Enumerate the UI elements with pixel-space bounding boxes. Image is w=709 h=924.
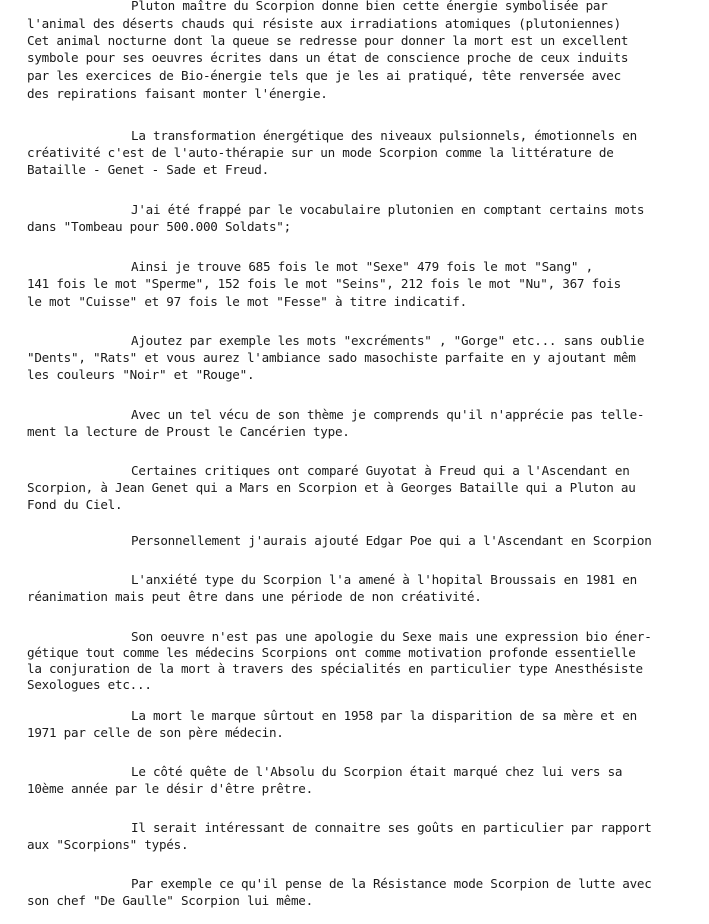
- text-line: Bataille - Genet - Sade et Freud.: [27, 162, 269, 177]
- text-line: aux "Scorpions" typés.: [27, 837, 189, 852]
- text-line: par les exercices de Bio-énergie tels que je les ai pratiqué, tête renversée avec: [27, 68, 621, 83]
- text-line: J'ai été frappé par le vocabulaire plutonien en comptant certains mots: [131, 202, 645, 217]
- text-line: réanimation mais peut être dans une période de non créativité.: [27, 589, 482, 604]
- text-line: Certaines critiques ont comparé Guyotat à Freud qui a l'Ascendant en: [131, 463, 630, 478]
- text-line: La mort le marque sûrtout en 1958 par la disparition de sa mère et en: [131, 708, 637, 723]
- text-line: symbole pour ses oeuvres écrites dans un état de conscience proche de ceux induits: [27, 50, 629, 65]
- text-line: Son oeuvre n'est pas une apologie du Sexe mais une expression bio éner-: [131, 629, 652, 644]
- text-line: Scorpion, à Jean Genet qui a Mars en Scorpion et à Georges Bataille qui a Pluton au: [27, 480, 636, 495]
- text-line: dans "Tombeau pour 500.000 Soldats";: [27, 219, 291, 234]
- text-line: "Dents", "Rats" et vous aurez l'ambiance sado masochiste parfaite en y ajoutant mêm: [27, 350, 636, 365]
- text-line: son chef "De Gaulle" Scorpion lui même.: [27, 893, 313, 908]
- text-line: Avec un tel vécu de son thème je comprends qu'il n'apprécie pas telle-: [131, 407, 645, 422]
- text-line: 10ème année par le désir d'être prêtre.: [27, 781, 313, 796]
- text-line: La transformation énergétique des niveaux pulsionnels, émotionnels en: [131, 128, 637, 143]
- text-line: ment la lecture de Proust le Cancérien type.: [27, 424, 350, 439]
- text-line: Le côté quête de l'Absolu du Scorpion était marqué chez lui vers sa: [131, 764, 623, 779]
- text-line: Ainsi je trouve 685 fois le mot "Sexe" 479 fois le mot "Sang" ,: [131, 259, 593, 274]
- text-line: Fond du Ciel.: [27, 497, 123, 512]
- text-line: gétique tout comme les médecins Scorpions ont comme motivation profonde essentielle: [27, 645, 636, 660]
- text-line: la conjuration de la mort à travers des spécialités en particulier type Anesthésiste: [27, 661, 643, 676]
- text-line: les couleurs "Noir" et "Rouge".: [27, 367, 255, 382]
- text-line: Pluton maître du Scorpion donne bien cette énergie symbolisée par: [131, 0, 608, 13]
- text-line: des repirations faisant monter l'énergie.: [27, 86, 328, 101]
- text-line: Il serait intéressant de connaitre ses goûts en particulier par rapport: [131, 820, 652, 835]
- text-line: Cet animal nocturne dont la queue se redresse pour donner la mort est un excellent: [27, 33, 629, 48]
- text-line: l'animal des déserts chauds qui résiste aux irradiations atomiques (plutoniennes): [27, 16, 621, 31]
- text-line: créativité c'est de l'auto-thérapie sur un mode Scorpion comme la littérature de: [27, 145, 614, 160]
- text-line: Par exemple ce qu'il pense de la Résistance mode Scorpion de lutte avec: [131, 876, 652, 891]
- text-line: Sexologues etc...: [27, 677, 152, 692]
- text-line: le mot "Cuisse" et 97 fois le mot "Fesse" à titre indicatif.: [27, 294, 467, 309]
- text-line: L'anxiété type du Scorpion l'a amené à l'hopital Broussais en 1981 en: [131, 572, 637, 587]
- text-line: 141 fois le mot "Sperme", 152 fois le mot "Seins", 212 fois le mot "Nu", 367 fois: [27, 276, 621, 291]
- text-line: 1971 par celle de son père médecin.: [27, 725, 284, 740]
- text-line: Personnellement j'aurais ajouté Edgar Poe qui a l'Ascendant en Scorpion: [131, 533, 652, 548]
- text-line: Ajoutez par exemple les mots "excréments" , "Gorge" etc... sans oublie: [131, 333, 645, 348]
